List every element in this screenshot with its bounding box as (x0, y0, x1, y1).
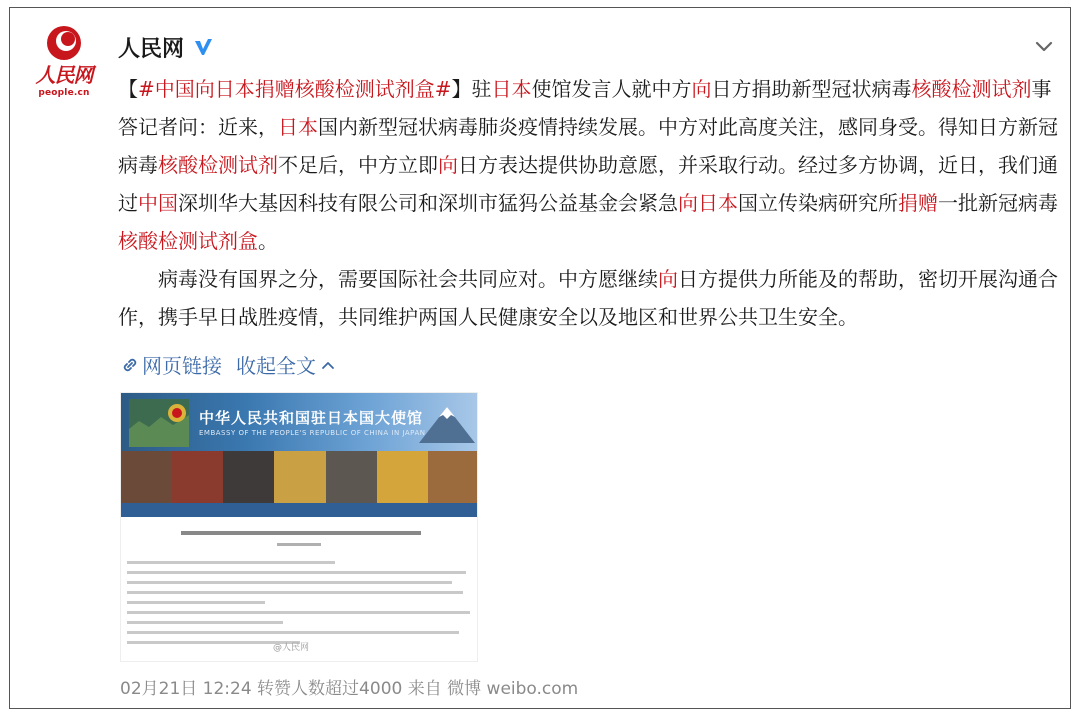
banner-title: 中华人民共和国驻日本国大使馆 (199, 409, 424, 427)
link-icon (120, 355, 140, 375)
post-text-segment: 日方捐助新型冠状病毒 (711, 77, 912, 101)
user-row (118, 32, 214, 62)
keyword-highlight: 向日本 (678, 191, 738, 215)
avatar-site-text: people.cn (38, 88, 90, 98)
great-wall-image (129, 399, 189, 447)
keyword-highlight: 向 (691, 77, 712, 101)
avatar[interactable] (32, 24, 96, 108)
post-paragraph-2 (118, 260, 1058, 336)
post-text-segment: 事答记者问：近来， (118, 77, 1052, 139)
mount-fuji-image (419, 397, 475, 447)
post-text-segment: 国内新型冠状病毒肺炎疫情持续发展。中方对此高度关注，感同身受。得知日方新冠病毒 (118, 115, 1058, 177)
post-text-segment: 。 (258, 229, 278, 253)
post-text-segment: 日方表达提供协助意愿，并采取行动。经过多方协调，近日，我们通过 (118, 153, 1058, 215)
keyword-highlight: 日本 (491, 77, 532, 101)
post-text-segment: 病毒没有国界之分，需要国际社会共同应对。中方愿继续 (158, 267, 658, 291)
image-watermark: @人民网 (273, 643, 310, 653)
collapse-label: 收起全文 (236, 354, 316, 378)
post-text-segment: 日方提供力所能及的帮助，密切开展沟通合作，携手早日战胜疫情，共同维护两国人民健康安全以及地区和世界公共卫生安全。 (118, 267, 1058, 329)
web-link[interactable]: 网页链接 (142, 354, 222, 378)
keyword-highlight: 核酸检测试剂 (158, 153, 278, 177)
post-meta: 02月21日 12:24 转赞人数超过4000 来自 微博 weibo.com (120, 679, 579, 699)
post-text-segment: 使馆发言人就中方 (531, 77, 692, 101)
verified-badge-icon (192, 36, 214, 58)
people-daily-emblem-icon (45, 24, 83, 62)
avatar-brush-logo: 人民网 (35, 63, 93, 87)
user-name[interactable]: 人民网 (118, 36, 185, 62)
collapse-full-text-button[interactable] (236, 350, 336, 379)
keyword-highlight: 核酸检测试剂盒 (118, 229, 258, 253)
news-photo-strip (121, 451, 478, 503)
keyword-highlight: 日本 (278, 115, 318, 139)
post-text (118, 70, 1058, 336)
chevron-down-icon[interactable] (1032, 34, 1056, 58)
keyword-highlight: 核酸检测试剂 (911, 77, 1032, 101)
post-paragraph-1: 【#中国向日本捐赠核酸检测试剂盒#】驻日本使馆发言人就中方向日方捐助新型冠状病毒核酸检测试剂事答记者问：近来，日本国内新型冠状病毒肺炎疫情持续发展。中方对此高度关注，感同身受。得知日方新冠病毒核酸检测试剂不足后，中方立即向日方表达提供协助意愿，并采取行动。经过多方协调，近日，我们通过中国深圳华大基因科技有限公司和深圳市猛犸公益基金会紧急向日本国立传染病研究所捐赠一批新冠病毒核酸检测试剂盒。 (118, 77, 1058, 253)
keyword-highlight: 向 (658, 267, 678, 291)
attached-image[interactable] (120, 392, 478, 662)
hashtag-link[interactable]: #中国向日本捐赠核酸检测试剂盒# (138, 77, 452, 101)
weibo-post-card (9, 7, 1071, 709)
post-text-segment: 驻 (471, 77, 492, 101)
post-links-row (120, 350, 336, 379)
embassy-banner (121, 393, 478, 451)
post-text-segment: 一批新冠病毒 (938, 191, 1058, 215)
post-text-segment: 深圳华大基因科技有限公司和深圳市猛犸公益基金会紧急 (178, 191, 678, 215)
chevron-up-icon (320, 357, 336, 373)
keyword-highlight: 中国 (138, 191, 178, 215)
keyword-highlight: 向 (438, 153, 458, 177)
site-nav-bar (121, 503, 478, 517)
post-text-segment: 国立传染病研究所 (738, 191, 898, 215)
keyword-highlight: 捐赠 (898, 191, 938, 215)
banner-subtitle: EMBASSY OF THE PEOPLE'S REPUBLIC OF CHINA IN JAPAN (199, 429, 426, 437)
post-text-segment: 不足后，中方立即 (278, 153, 438, 177)
